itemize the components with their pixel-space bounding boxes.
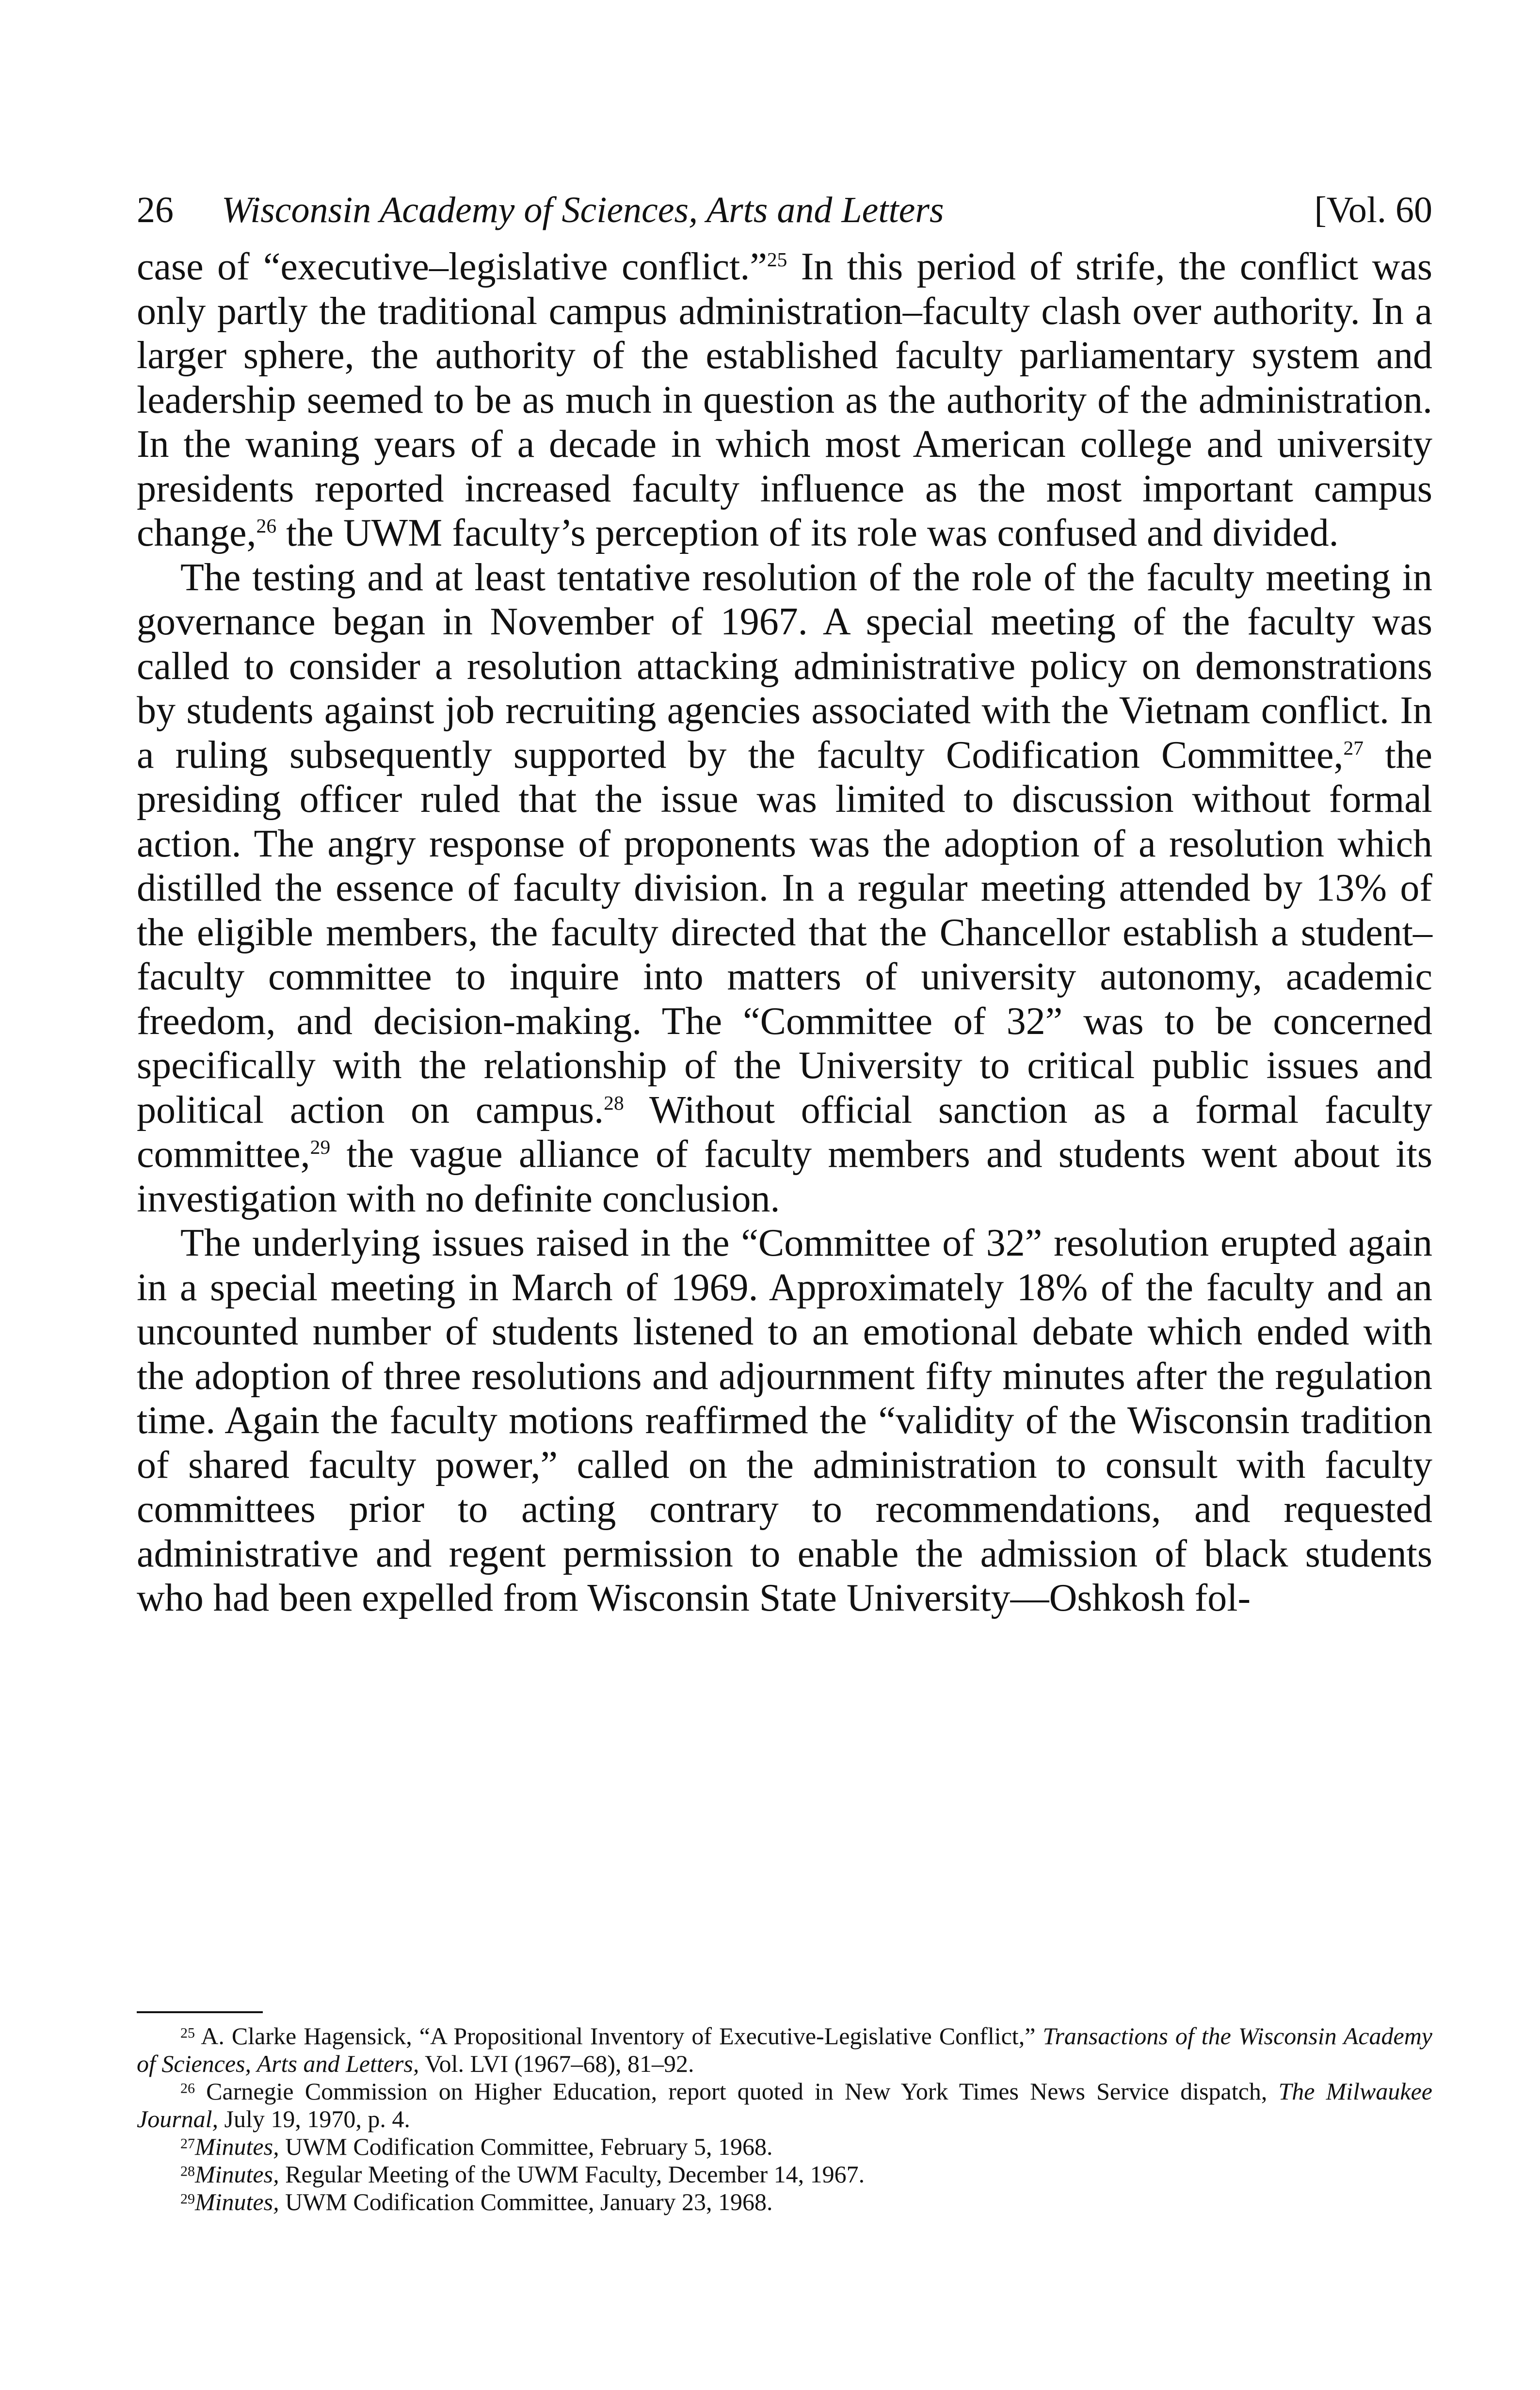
footnote-number: 25 [180, 2025, 195, 2041]
footnote-27 [137, 2133, 1432, 2161]
footnote-ref-25: 25 [767, 248, 787, 271]
paragraph-text: In this period of strife, the conflict was only partly the traditional campus administration–faculty clash over authority. In a larger sphere, the authority of the established faculty parliamentary system and leadership seemed to be as much in question as the authority of the administration. In the waning years of a decade in which most American college and university presidents reported increased faculty influence as the most important campus change, [137, 245, 1432, 554]
footnote-ref-29: 29 [310, 1135, 331, 1158]
footnote-italic: Minutes, [195, 2188, 279, 2215]
journal-title: Wisconsin Academy of Sciences, Arts and Letters [222, 190, 944, 230]
running-head [137, 186, 1432, 234]
paragraph-3 [137, 1221, 1432, 1621]
paragraph-text: the vague alliance of faculty members and students went about its investigation with no definite conclusion. [137, 1133, 1432, 1220]
footnote-ref-26: 26 [256, 514, 277, 537]
footnote-italic: The Milwaukee Journal, [137, 2078, 1432, 2132]
footnote-divider [137, 2011, 263, 2013]
paragraph-1 [137, 245, 1432, 556]
footnote-26 [137, 2078, 1432, 2133]
footnote-italic: Minutes, [195, 2161, 279, 2188]
footnote-italic: Transactions of the Wisconsin Academy of Sciences, Arts and Letters, [137, 2022, 1433, 2077]
footnote-text: Regular Meeting of the UWM Faculty, December 14, 1967. [279, 2161, 865, 2188]
paragraph-text: The underlying issues raised in the “Committee of 32” resolution erupted again in a special meeting in March of 1969. Approximately 18% of the faculty and an uncounted number of students listened to an emotional debate which ended with the adoption of three resolutions and adjournment fifty minutes after the regulation time. Again the faculty motions reaffirmed the “validity of the Wisconsin tradition of shared faculty power,” called on the administration to consult with faculty committees prior to acting contrary to recommendations, and requested administrative and regent permission to enable the admission of black students who had been expelled from Wisconsin State University—Oshkosh fol- [137, 1222, 1432, 1619]
paragraph-text: the UWM faculty’s perception of its role was confused and divided. [276, 512, 1339, 554]
footnote-25 [137, 2022, 1432, 2078]
footnote-text: July 19, 1970, p. 4. [218, 2105, 410, 2132]
footnote-number: 29 [180, 2191, 195, 2207]
footnote-text: Carnegie Commission on Higher Education, report quoted in New York Times News Service dispatch, [195, 2078, 1279, 2105]
volume-label: [Vol. 60 [1314, 190, 1432, 230]
footnote-text: Vol. LVI (1967–68), 81–92. [419, 2050, 694, 2077]
footnote-ref-27: 27 [1343, 736, 1364, 759]
footnote-text: UWM Codification Committee, January 23, 1968. [279, 2188, 773, 2215]
document-page [137, 0, 1432, 2390]
footnotes [137, 2022, 1432, 2216]
page-number: 26 [137, 190, 174, 230]
body-text [137, 245, 1432, 1621]
footnote-text: UWM Codification Committee, February 5, 1968. [279, 2133, 773, 2160]
paragraph-text: Without official sanction as a formal faculty committee, [137, 1088, 1433, 1176]
footnote-28 [137, 2161, 1432, 2188]
footnote-29 [137, 2188, 1432, 2216]
paragraph-text: the presiding officer ruled that the issue was limited to discussion without formal action. The angry response of proponents was the adoption of a resolution which distilled the essence of faculty division. In a regular meeting attended by 13% of the eligible members, the faculty directed that the Chancellor establish a student–faculty committee to inquire into matters of university autonomy, academic freedom, and decision-making. The “Committee of 32” was to be concerned specifically with the relationship of the University to critical public issues and political action on campus. [137, 733, 1432, 1131]
footnote-ref-28: 28 [604, 1091, 624, 1114]
footnote-number: 26 [180, 2080, 195, 2097]
footnote-number: 27 [180, 2135, 195, 2152]
footnote-italic: Minutes, [195, 2133, 279, 2160]
paragraph-text: case of “executive–legislative conflict.” [137, 245, 767, 288]
footnote-text: A. Clarke Hagensick, “A Propositional Inventory of Executive-Legislative Conflict,” [195, 2022, 1043, 2050]
paragraph-2 [137, 556, 1432, 1222]
paragraph-text: The testing and at least tentative resolution of the role of the faculty meeting in governance began in November of 1967. A special meeting of the faculty was called to consider a resolution attacking administrative policy on demonstrations by students against job recruiting agencies associated with the Vietnam conflict. In a ruling subsequently supported by the faculty Codification Committee, [137, 556, 1432, 776]
footnote-number: 28 [180, 2163, 195, 2180]
